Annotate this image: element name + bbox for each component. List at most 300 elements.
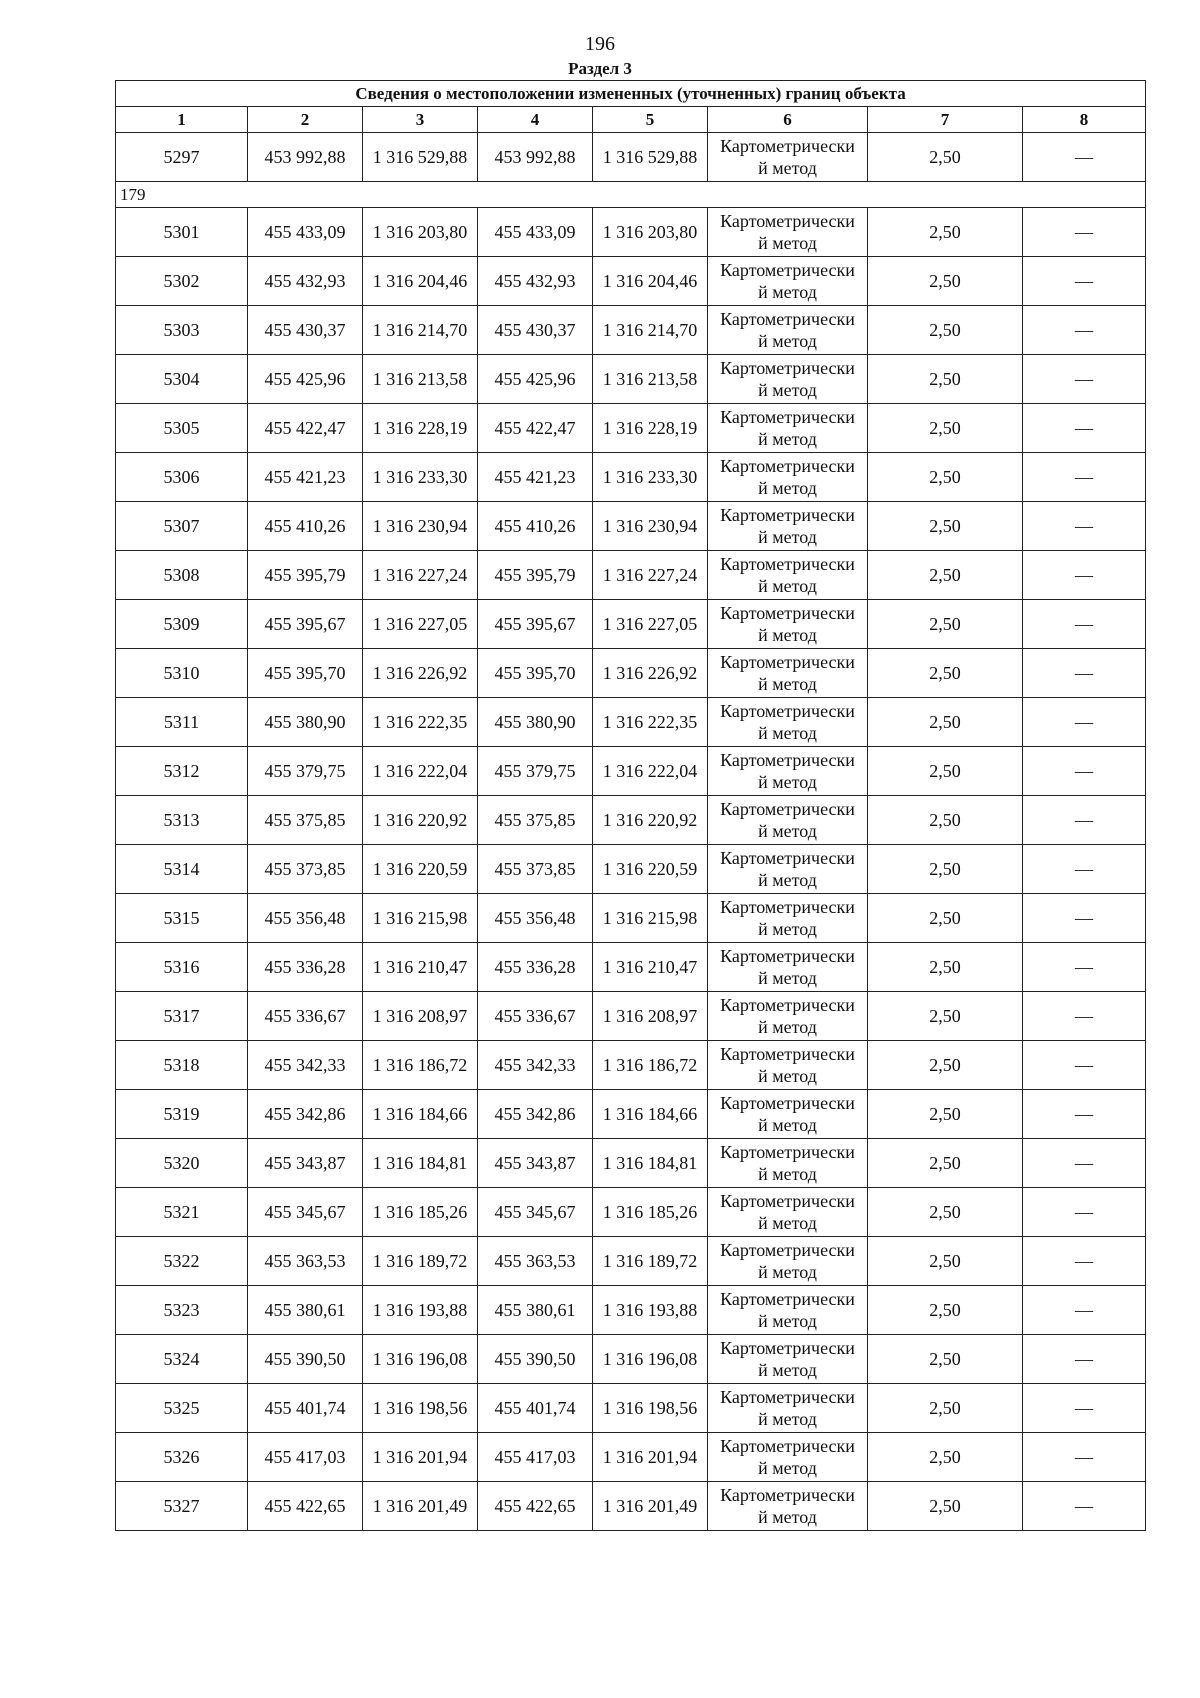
method-text: й метод <box>758 1360 817 1380</box>
method-text: Картометрически <box>720 1485 855 1505</box>
cell-col-4: 455 345,67 <box>478 1188 593 1237</box>
table-caption-row <box>116 81 1146 107</box>
cell-col-7: 2,50 <box>868 1433 1023 1482</box>
table-row <box>116 208 1146 257</box>
column-header: 1 <box>116 107 248 133</box>
cell-col-7: 2,50 <box>868 355 1023 404</box>
cell-col-8: — <box>1023 649 1146 698</box>
cell-col-4: 455 425,96 <box>478 355 593 404</box>
cell-col-2: 455 425,96 <box>248 355 363 404</box>
method-cell <box>708 1482 868 1531</box>
cell-col-1: 5323 <box>116 1286 248 1335</box>
cell-col-3: 1 316 215,98 <box>363 894 478 943</box>
cell-col-4: 455 430,37 <box>478 306 593 355</box>
method-cell <box>708 796 868 845</box>
method-text: й метод <box>758 1458 817 1478</box>
cell-col-5: 1 316 198,56 <box>593 1384 708 1433</box>
cell-col-5: 1 316 227,05 <box>593 600 708 649</box>
method-cell <box>708 894 868 943</box>
method-text: Картометрически <box>720 1436 855 1456</box>
method-text: й метод <box>758 527 817 547</box>
table-row <box>116 1188 1146 1237</box>
cell-col-8: — <box>1023 1090 1146 1139</box>
cell-col-2: 455 375,85 <box>248 796 363 845</box>
method-cell <box>708 698 868 747</box>
cell-col-7: 2,50 <box>868 894 1023 943</box>
cell-col-2: 455 356,48 <box>248 894 363 943</box>
cell-col-1: 5322 <box>116 1237 248 1286</box>
cell-col-3: 1 316 189,72 <box>363 1237 478 1286</box>
cell-col-8: — <box>1023 894 1146 943</box>
cell-col-7: 2,50 <box>868 453 1023 502</box>
cell-col-5: 1 316 220,92 <box>593 796 708 845</box>
method-text: Картометрически <box>720 554 855 574</box>
cell-col-3: 1 316 210,47 <box>363 943 478 992</box>
method-cell <box>708 600 868 649</box>
cell-col-2: 455 395,79 <box>248 551 363 600</box>
cell-col-5: 1 316 201,94 <box>593 1433 708 1482</box>
method-text: Картометрически <box>720 407 855 427</box>
cell-col-8: — <box>1023 1433 1146 1482</box>
method-text: Картометрически <box>720 1289 855 1309</box>
cell-col-5: 1 316 230,94 <box>593 502 708 551</box>
cell-col-4: 455 432,93 <box>478 257 593 306</box>
table-row <box>116 894 1146 943</box>
cell-col-4: 455 342,33 <box>478 1041 593 1090</box>
method-text: Картометрически <box>720 897 855 917</box>
cell-col-4: 455 395,79 <box>478 551 593 600</box>
cell-col-8: — <box>1023 600 1146 649</box>
method-cell <box>708 1384 868 1433</box>
cell-col-4: 455 380,90 <box>478 698 593 747</box>
cell-col-7: 2,50 <box>868 1237 1023 1286</box>
cell-col-4: 455 380,61 <box>478 1286 593 1335</box>
column-header: 8 <box>1023 107 1146 133</box>
cell-col-7: 2,50 <box>868 845 1023 894</box>
coordinates-table <box>115 80 1146 1531</box>
cell-col-7: 2,50 <box>868 796 1023 845</box>
method-cell <box>708 1286 868 1335</box>
cell-col-5: 1 316 220,59 <box>593 845 708 894</box>
cell-col-3: 1 316 198,56 <box>363 1384 478 1433</box>
table-row <box>116 1139 1146 1188</box>
cell-col-3: 1 316 220,92 <box>363 796 478 845</box>
column-header: 6 <box>708 107 868 133</box>
cell-col-1: 5318 <box>116 1041 248 1090</box>
cell-col-7: 2,50 <box>868 551 1023 600</box>
cell-col-3: 1 316 204,46 <box>363 257 478 306</box>
table-row <box>116 1041 1146 1090</box>
cell-col-8: — <box>1023 208 1146 257</box>
cell-col-8: — <box>1023 1188 1146 1237</box>
cell-col-3: 1 316 196,08 <box>363 1335 478 1384</box>
method-text: Картометрически <box>720 1240 855 1260</box>
cell-col-2: 455 417,03 <box>248 1433 363 1482</box>
cell-col-1: 5308 <box>116 551 248 600</box>
cell-col-8: — <box>1023 1139 1146 1188</box>
method-cell <box>708 1188 868 1237</box>
method-cell <box>708 1090 868 1139</box>
table-row <box>116 1090 1146 1139</box>
cell-col-7: 2,50 <box>868 649 1023 698</box>
cell-col-2: 455 373,85 <box>248 845 363 894</box>
method-cell <box>708 1041 868 1090</box>
cell-col-3: 1 316 227,05 <box>363 600 478 649</box>
method-text: Картометрически <box>720 260 855 280</box>
table-row <box>116 404 1146 453</box>
cell-col-3: 1 316 201,94 <box>363 1433 478 1482</box>
cell-col-5: 1 316 196,08 <box>593 1335 708 1384</box>
method-text: й метод <box>758 282 817 302</box>
cell-col-5: 1 316 204,46 <box>593 257 708 306</box>
cell-col-8: — <box>1023 306 1146 355</box>
cell-col-7: 2,50 <box>868 1041 1023 1090</box>
table-row <box>116 1286 1146 1335</box>
cell-col-1: 5315 <box>116 894 248 943</box>
cell-col-8: — <box>1023 502 1146 551</box>
method-text: Картометрически <box>720 1044 855 1064</box>
cell-col-4: 455 395,70 <box>478 649 593 698</box>
method-text: Картометрически <box>720 1142 855 1162</box>
table-row <box>116 600 1146 649</box>
table-row <box>116 1335 1146 1384</box>
cell-col-3: 1 316 529,88 <box>363 133 478 182</box>
method-text: Картометрически <box>720 946 855 966</box>
method-text: й метод <box>758 1164 817 1184</box>
table-row <box>116 306 1146 355</box>
cell-col-3: 1 316 213,58 <box>363 355 478 404</box>
cell-col-4: 455 373,85 <box>478 845 593 894</box>
column-header: 3 <box>363 107 478 133</box>
cell-col-2: 455 422,47 <box>248 404 363 453</box>
method-cell <box>708 845 868 894</box>
cell-col-1: 5320 <box>116 1139 248 1188</box>
table-row <box>116 698 1146 747</box>
cell-col-5: 1 316 222,04 <box>593 747 708 796</box>
cell-col-2: 455 422,65 <box>248 1482 363 1531</box>
method-text: й метод <box>758 821 817 841</box>
cell-col-8: — <box>1023 1237 1146 1286</box>
cell-col-2: 455 433,09 <box>248 208 363 257</box>
cell-col-1: 5321 <box>116 1188 248 1237</box>
method-text: Картометрически <box>720 1191 855 1211</box>
cell-col-3: 1 316 233,30 <box>363 453 478 502</box>
cell-col-3: 1 316 226,92 <box>363 649 478 698</box>
cell-col-7: 2,50 <box>868 992 1023 1041</box>
cell-col-4: 455 410,26 <box>478 502 593 551</box>
cell-col-8: — <box>1023 845 1146 894</box>
cell-col-1: 5302 <box>116 257 248 306</box>
cell-col-5: 1 316 184,66 <box>593 1090 708 1139</box>
cell-col-1: 5313 <box>116 796 248 845</box>
method-text: й метод <box>758 1311 817 1331</box>
cell-col-4: 455 356,48 <box>478 894 593 943</box>
cell-col-5: 1 316 208,97 <box>593 992 708 1041</box>
method-cell <box>708 649 868 698</box>
table-row <box>116 1384 1146 1433</box>
column-header-row <box>116 107 1146 133</box>
method-cell <box>708 943 868 992</box>
cell-col-7: 2,50 <box>868 1286 1023 1335</box>
method-text: Картометрически <box>720 995 855 1015</box>
section-title: Раздел 3 <box>568 59 632 78</box>
table-row <box>116 355 1146 404</box>
method-text: Картометрически <box>720 799 855 819</box>
method-text: й метод <box>758 625 817 645</box>
cell-col-7: 2,50 <box>868 600 1023 649</box>
cell-col-1: 5319 <box>116 1090 248 1139</box>
method-text: й метод <box>758 429 817 449</box>
cell-col-5: 1 316 222,35 <box>593 698 708 747</box>
method-text: й метод <box>758 772 817 792</box>
cell-col-1: 5309 <box>116 600 248 649</box>
cell-col-2: 455 380,61 <box>248 1286 363 1335</box>
method-cell <box>708 551 868 600</box>
cell-col-7: 2,50 <box>868 502 1023 551</box>
cell-col-5: 1 316 189,72 <box>593 1237 708 1286</box>
cell-col-1: 5303 <box>116 306 248 355</box>
cell-col-8: — <box>1023 992 1146 1041</box>
method-text: й метод <box>758 1115 817 1135</box>
cell-col-1: 5326 <box>116 1433 248 1482</box>
table-row <box>116 133 1146 182</box>
cell-col-2: 455 421,23 <box>248 453 363 502</box>
method-text: Картометрически <box>720 848 855 868</box>
cell-col-8: — <box>1023 1286 1146 1335</box>
method-text: Картометрически <box>720 1387 855 1407</box>
cell-col-2: 455 432,93 <box>248 257 363 306</box>
cell-col-7: 2,50 <box>868 1384 1023 1433</box>
cell-col-1: 5325 <box>116 1384 248 1433</box>
column-header: 2 <box>248 107 363 133</box>
cell-col-8: — <box>1023 943 1146 992</box>
cell-col-5: 1 316 210,47 <box>593 943 708 992</box>
method-cell <box>708 1139 868 1188</box>
cell-col-2: 455 430,37 <box>248 306 363 355</box>
cell-col-3: 1 316 227,24 <box>363 551 478 600</box>
cell-col-3: 1 316 228,19 <box>363 404 478 453</box>
method-text: й метод <box>758 870 817 890</box>
cell-col-4: 455 336,67 <box>478 992 593 1041</box>
method-text: Картометрически <box>720 603 855 623</box>
cell-col-4: 455 375,85 <box>478 796 593 845</box>
cell-col-5: 1 316 227,24 <box>593 551 708 600</box>
cell-col-1: 5317 <box>116 992 248 1041</box>
cell-col-1: 5310 <box>116 649 248 698</box>
method-cell <box>708 404 868 453</box>
method-cell <box>708 502 868 551</box>
cell-col-7: 2,50 <box>868 404 1023 453</box>
method-text: й метод <box>758 919 817 939</box>
cell-col-4: 455 401,74 <box>478 1384 593 1433</box>
cell-col-3: 1 316 230,94 <box>363 502 478 551</box>
method-cell <box>708 1237 868 1286</box>
cell-col-3: 1 316 203,80 <box>363 208 478 257</box>
method-text: й метод <box>758 1262 817 1282</box>
method-text: Картометрически <box>720 1093 855 1113</box>
cell-col-2: 455 336,67 <box>248 992 363 1041</box>
method-cell <box>708 1433 868 1482</box>
cell-col-5: 1 316 185,26 <box>593 1188 708 1237</box>
method-cell <box>708 1335 868 1384</box>
table-row <box>116 1433 1146 1482</box>
cell-col-4: 455 379,75 <box>478 747 593 796</box>
cell-col-4: 453 992,88 <box>478 133 593 182</box>
cell-col-1: 5327 <box>116 1482 248 1531</box>
cell-col-2: 455 395,67 <box>248 600 363 649</box>
cell-col-4: 455 342,86 <box>478 1090 593 1139</box>
column-header: 7 <box>868 107 1023 133</box>
cell-col-1: 5304 <box>116 355 248 404</box>
cell-col-8: — <box>1023 1482 1146 1531</box>
table-row <box>116 1237 1146 1286</box>
cell-col-2: 455 345,67 <box>248 1188 363 1237</box>
cell-col-8: — <box>1023 257 1146 306</box>
cell-col-4: 455 422,47 <box>478 404 593 453</box>
table-row <box>116 992 1146 1041</box>
method-cell <box>708 133 868 182</box>
method-cell <box>708 355 868 404</box>
cell-col-1: 5314 <box>116 845 248 894</box>
method-text: Картометрически <box>720 505 855 525</box>
table-row <box>116 796 1146 845</box>
method-cell <box>708 453 868 502</box>
cell-col-2: 455 363,53 <box>248 1237 363 1286</box>
cell-col-1: 5297 <box>116 133 248 182</box>
method-text: й метод <box>758 576 817 596</box>
cell-col-5: 1 316 186,72 <box>593 1041 708 1090</box>
cell-col-8: — <box>1023 698 1146 747</box>
cell-col-1: 5316 <box>116 943 248 992</box>
method-cell <box>708 208 868 257</box>
cell-col-2: 455 342,86 <box>248 1090 363 1139</box>
column-header: 4 <box>478 107 593 133</box>
method-text: й метод <box>758 331 817 351</box>
table-row <box>116 502 1146 551</box>
cell-col-2: 453 992,88 <box>248 133 363 182</box>
cell-col-4: 455 433,09 <box>478 208 593 257</box>
cell-col-8: — <box>1023 1041 1146 1090</box>
method-cell <box>708 306 868 355</box>
method-text: й метод <box>758 968 817 988</box>
cell-col-2: 455 380,90 <box>248 698 363 747</box>
method-text: й метод <box>758 158 817 178</box>
method-cell <box>708 992 868 1041</box>
cell-col-3: 1 316 208,97 <box>363 992 478 1041</box>
cell-col-7: 2,50 <box>868 306 1023 355</box>
cell-col-5: 1 316 213,58 <box>593 355 708 404</box>
cell-col-4: 455 363,53 <box>478 1237 593 1286</box>
cell-col-3: 1 316 186,72 <box>363 1041 478 1090</box>
table-row <box>116 551 1146 600</box>
cell-col-8: — <box>1023 1384 1146 1433</box>
cell-col-2: 455 390,50 <box>248 1335 363 1384</box>
method-text: й метод <box>758 1066 817 1086</box>
method-cell <box>708 257 868 306</box>
cell-col-4: 455 343,87 <box>478 1139 593 1188</box>
cell-col-3: 1 316 214,70 <box>363 306 478 355</box>
cell-col-5: 1 316 203,80 <box>593 208 708 257</box>
cell-col-8: — <box>1023 404 1146 453</box>
cell-col-3: 1 316 185,26 <box>363 1188 478 1237</box>
table-row <box>116 943 1146 992</box>
method-text: Картометрически <box>720 456 855 476</box>
cell-col-2: 455 336,28 <box>248 943 363 992</box>
cell-col-8: — <box>1023 133 1146 182</box>
cell-col-4: 455 417,03 <box>478 1433 593 1482</box>
cell-col-5: 1 316 184,81 <box>593 1139 708 1188</box>
cell-col-7: 2,50 <box>868 1335 1023 1384</box>
cell-col-7: 2,50 <box>868 208 1023 257</box>
cell-col-7: 2,50 <box>868 1139 1023 1188</box>
cell-col-7: 2,50 <box>868 1482 1023 1531</box>
cell-col-3: 1 316 220,59 <box>363 845 478 894</box>
cell-col-8: — <box>1023 453 1146 502</box>
cell-col-8: — <box>1023 747 1146 796</box>
cell-col-5: 1 316 193,88 <box>593 1286 708 1335</box>
cell-col-5: 1 316 215,98 <box>593 894 708 943</box>
cell-col-2: 455 395,70 <box>248 649 363 698</box>
group-row <box>116 182 1146 208</box>
cell-col-5: 1 316 226,92 <box>593 649 708 698</box>
cell-col-2: 455 379,75 <box>248 747 363 796</box>
cell-col-5: 1 316 201,49 <box>593 1482 708 1531</box>
table-row <box>116 845 1146 894</box>
column-header: 5 <box>593 107 708 133</box>
group-label: 179 <box>116 182 1146 208</box>
method-text: й метод <box>758 380 817 400</box>
method-text: й метод <box>758 478 817 498</box>
cell-col-4: 455 395,67 <box>478 600 593 649</box>
cell-col-1: 5305 <box>116 404 248 453</box>
table-row <box>116 747 1146 796</box>
cell-col-8: — <box>1023 1335 1146 1384</box>
cell-col-2: 455 343,87 <box>248 1139 363 1188</box>
cell-col-7: 2,50 <box>868 1188 1023 1237</box>
cell-col-1: 5301 <box>116 208 248 257</box>
cell-col-3: 1 316 184,81 <box>363 1139 478 1188</box>
cell-col-3: 1 316 222,35 <box>363 698 478 747</box>
method-text: Картометрически <box>720 750 855 770</box>
cell-col-1: 5324 <box>116 1335 248 1384</box>
method-text: й метод <box>758 1507 817 1527</box>
cell-col-7: 2,50 <box>868 943 1023 992</box>
cell-col-5: 1 316 228,19 <box>593 404 708 453</box>
cell-col-4: 455 422,65 <box>478 1482 593 1531</box>
cell-col-7: 2,50 <box>868 1090 1023 1139</box>
page-number: 196 <box>585 33 615 55</box>
cell-col-4: 455 421,23 <box>478 453 593 502</box>
cell-col-7: 2,50 <box>868 133 1023 182</box>
cell-col-2: 455 342,33 <box>248 1041 363 1090</box>
cell-col-1: 5311 <box>116 698 248 747</box>
cell-col-7: 2,50 <box>868 747 1023 796</box>
method-text: й метод <box>758 233 817 253</box>
method-text: Картометрически <box>720 652 855 672</box>
table-row <box>116 453 1146 502</box>
cell-col-3: 1 316 184,66 <box>363 1090 478 1139</box>
table-row <box>116 649 1146 698</box>
method-text: Картометрически <box>720 309 855 329</box>
method-text: Картометрически <box>720 701 855 721</box>
cell-col-3: 1 316 222,04 <box>363 747 478 796</box>
cell-col-8: — <box>1023 796 1146 845</box>
cell-col-3: 1 316 201,49 <box>363 1482 478 1531</box>
method-text: й метод <box>758 1213 817 1233</box>
cell-col-7: 2,50 <box>868 257 1023 306</box>
method-text: й метод <box>758 674 817 694</box>
cell-col-2: 455 410,26 <box>248 502 363 551</box>
